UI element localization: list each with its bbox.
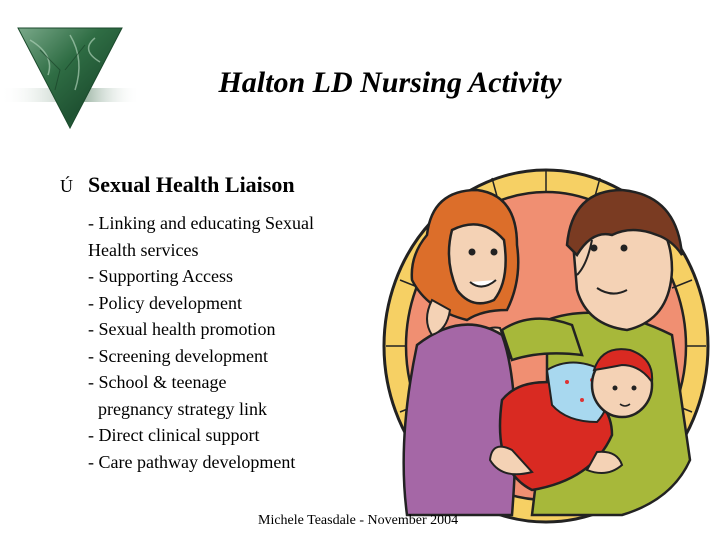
activity-list <box>88 210 378 475</box>
list-line: - School & teenage <box>88 372 227 392</box>
bullet-heading <box>60 172 295 198</box>
list-line: - Care pathway development <box>88 451 296 472</box>
footer-credit: Michele Teasdale - November 2004 <box>258 513 459 528</box>
list-line: - Screening development <box>88 345 268 366</box>
list-line: - Policy development <box>88 292 242 313</box>
list-line: - Sexual health promotion <box>88 319 276 339</box>
list-line: - Linking and educating Sexual <box>88 213 314 233</box>
list-line: - Supporting Access <box>88 266 233 286</box>
slide-title: Halton LD Nursing Activity <box>218 66 562 99</box>
bullet-heading-text: Sexual Health Liaison <box>88 172 295 197</box>
list-line: - Direct clinical support <box>88 425 260 445</box>
family-clipart-icon <box>372 160 720 530</box>
green-triangle-logo-icon <box>0 0 150 140</box>
bullet-marker: Ú <box>60 176 73 196</box>
list-line: pregnancy strategy link <box>98 398 267 419</box>
list-line: Health services <box>88 239 199 260</box>
